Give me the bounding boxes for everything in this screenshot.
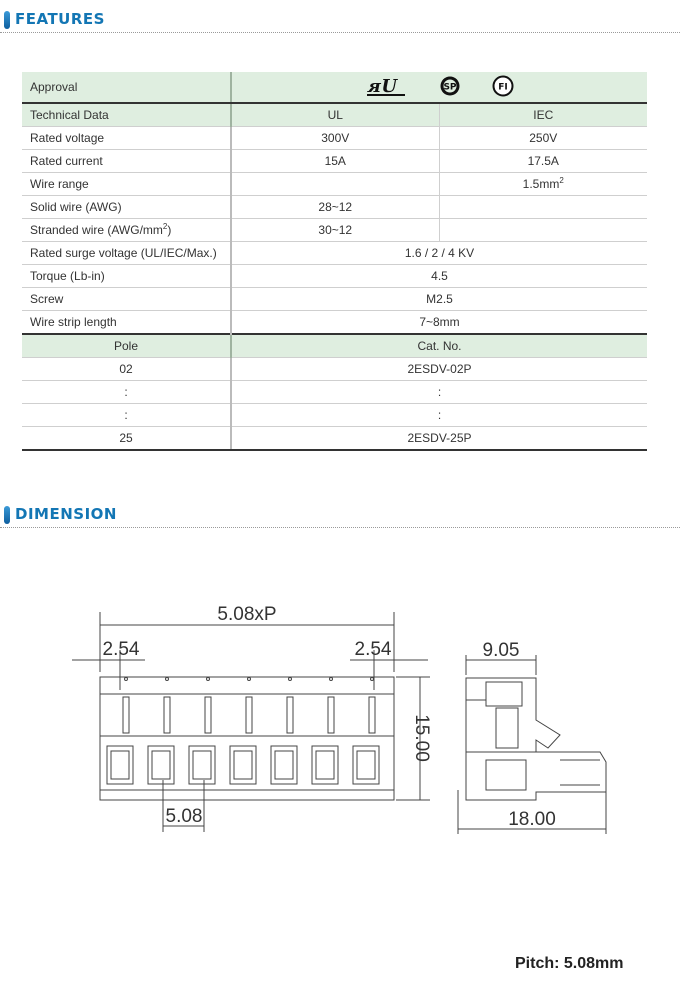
surge-voltage-row bbox=[22, 242, 647, 265]
pole-header-row bbox=[22, 334, 647, 358]
wire-range-iec bbox=[439, 173, 647, 196]
top-dot bbox=[371, 678, 374, 681]
cat-no-cell: 2ESDV-02P bbox=[231, 358, 647, 381]
cat-no-cell: : bbox=[231, 381, 647, 404]
front-slots bbox=[107, 678, 379, 785]
solid-wire-iec bbox=[439, 196, 647, 219]
top-dot bbox=[166, 678, 169, 681]
dimension-title: DIMENSION bbox=[15, 505, 117, 523]
stranded-wire-label-close: ) bbox=[167, 223, 172, 237]
side-depth-dim: 18.00 bbox=[508, 809, 556, 830]
total-width-dim: 5.08xP bbox=[217, 604, 277, 625]
front-view bbox=[100, 677, 394, 800]
table-row bbox=[22, 358, 647, 381]
rated-current-iec: 17.5A bbox=[439, 150, 647, 173]
screw-slot bbox=[246, 697, 252, 733]
left-offset-dim: 2.54 bbox=[102, 639, 140, 660]
cat-no-cell: : bbox=[231, 404, 647, 427]
torque-value: 4.5 bbox=[231, 265, 647, 288]
wire-range-row bbox=[22, 173, 647, 196]
iec-column-header: IEC bbox=[439, 103, 647, 127]
cat-no-header: Cat. No. bbox=[231, 334, 647, 358]
table-row bbox=[22, 427, 647, 451]
ul-column-header: UL bbox=[231, 103, 439, 127]
pole-cell: : bbox=[22, 381, 231, 404]
screw-slot bbox=[205, 697, 211, 733]
screw-slot bbox=[287, 697, 293, 733]
top-dot bbox=[207, 678, 210, 681]
top-dot bbox=[248, 678, 251, 681]
wire-range-ul bbox=[231, 173, 439, 196]
solid-wire-label: Solid wire (AWG) bbox=[22, 196, 231, 219]
technical-data-label: Technical Data bbox=[22, 103, 231, 127]
top-dot bbox=[125, 678, 128, 681]
wire-entry-inner bbox=[316, 751, 334, 779]
side-view bbox=[466, 678, 606, 800]
torque-label: Torque (Lb-in) bbox=[22, 265, 231, 288]
rated-voltage-row bbox=[22, 127, 647, 150]
pole-cell: 25 bbox=[22, 427, 231, 451]
screw-slot bbox=[164, 697, 170, 733]
rated-voltage-ul: 300V bbox=[231, 127, 439, 150]
pitch-dim: 5.08 bbox=[165, 806, 203, 827]
dimension-header bbox=[0, 502, 680, 528]
wire-range-iec-sup: 2 bbox=[559, 176, 564, 185]
wire-entry-inner bbox=[193, 751, 211, 779]
wire-entry-inner bbox=[111, 751, 129, 779]
right-offset-dim: 2.54 bbox=[354, 639, 392, 660]
pitch-note: Pitch: 5.08mm bbox=[515, 955, 624, 972]
stranded-wire-ul: 30~12 bbox=[231, 219, 439, 242]
approval-label: Approval bbox=[22, 72, 231, 103]
svg-text:ᴙU: ᴙU bbox=[367, 75, 398, 97]
solid-wire-row bbox=[22, 196, 647, 219]
screw-slot bbox=[369, 697, 375, 733]
wire-range-iec-value: 1.5mm bbox=[522, 177, 560, 191]
csa-mark-icon bbox=[439, 75, 461, 100]
approval-marks bbox=[231, 72, 647, 103]
wire-entry-inner bbox=[234, 751, 252, 779]
features-divider bbox=[0, 32, 680, 33]
wire-strip-value: 7~8mm bbox=[231, 311, 647, 335]
dimension-header-bar bbox=[4, 506, 10, 524]
torque-row bbox=[22, 265, 647, 288]
screw-label: Screw bbox=[22, 288, 231, 311]
solid-wire-ul: 28~12 bbox=[231, 196, 439, 219]
svg-text:SP: SP bbox=[442, 82, 457, 92]
table-row bbox=[22, 404, 647, 427]
rated-current-row bbox=[22, 150, 647, 173]
stranded-wire-label bbox=[22, 219, 231, 242]
svg-text:FI: FI bbox=[498, 82, 508, 92]
rated-voltage-label: Rated voltage bbox=[22, 127, 231, 150]
features-header bbox=[0, 7, 680, 33]
top-dot bbox=[330, 678, 333, 681]
table-row bbox=[22, 381, 647, 404]
stranded-wire-label-sup: 2 bbox=[162, 222, 168, 231]
wire-range-label: Wire range bbox=[22, 173, 231, 196]
surge-voltage-label: Rated surge voltage (UL/IEC/Max.) bbox=[22, 242, 231, 265]
cat-no-cell: 2ESDV-25P bbox=[231, 427, 647, 451]
pole-cell: : bbox=[22, 404, 231, 427]
rated-current-ul: 15A bbox=[231, 150, 439, 173]
approval-row bbox=[22, 72, 647, 103]
height-dim: 15.00 bbox=[411, 714, 432, 762]
top-dot bbox=[289, 678, 292, 681]
features-header-bar bbox=[4, 11, 10, 29]
screw-value: M2.5 bbox=[231, 288, 647, 311]
features-table bbox=[22, 72, 647, 451]
surge-voltage-value: 1.6 / 2 / 4 KV bbox=[231, 242, 647, 265]
screw-row bbox=[22, 288, 647, 311]
stranded-wire-label-text: Stranded wire (AWG/mm bbox=[30, 223, 163, 237]
pole-cell: 02 bbox=[22, 358, 231, 381]
fi-mark-icon bbox=[492, 75, 514, 100]
technical-data-header-row bbox=[22, 103, 647, 127]
side-top-dim: 9.05 bbox=[482, 640, 520, 661]
rated-current-label: Rated current bbox=[22, 150, 231, 173]
features-title: FEATURES bbox=[15, 10, 105, 28]
rated-voltage-iec: 250V bbox=[439, 127, 647, 150]
wire-entry-inner bbox=[275, 751, 293, 779]
ul-mark-icon bbox=[365, 75, 407, 100]
screw-slot bbox=[123, 697, 129, 733]
pole-header: Pole bbox=[22, 334, 231, 358]
dimension-divider bbox=[0, 527, 680, 528]
wire-strip-row bbox=[22, 311, 647, 335]
wire-entry-inner bbox=[357, 751, 375, 779]
screw-slot bbox=[328, 697, 334, 733]
dimension-drawing bbox=[0, 560, 680, 860]
wire-entry-inner bbox=[152, 751, 170, 779]
stranded-wire-row bbox=[22, 219, 647, 242]
wire-strip-label: Wire strip length bbox=[22, 311, 231, 335]
stranded-wire-iec bbox=[439, 219, 647, 242]
